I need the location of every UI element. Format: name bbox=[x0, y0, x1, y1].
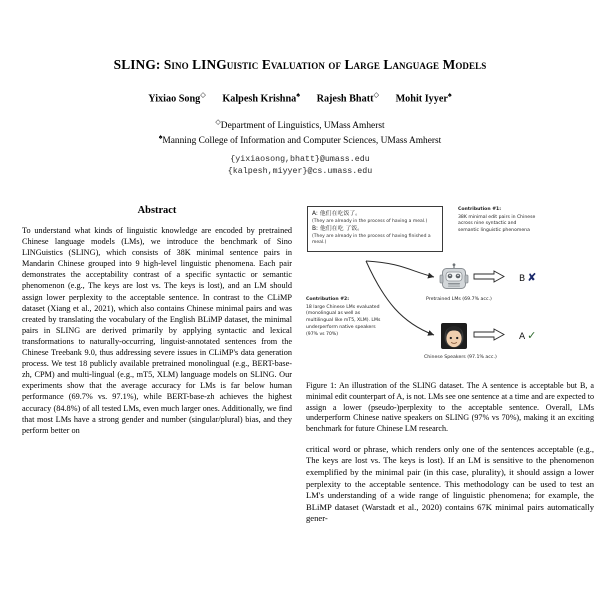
paper-title-text: SLING: Sino LINGuistic Evaluation of Large Language Models bbox=[113, 57, 487, 72]
figure-1 bbox=[306, 205, 594, 375]
contribution-1-title: Contribution #1: bbox=[458, 207, 502, 212]
affiliation bbox=[40, 118, 560, 133]
author-affiliation-symbol: ◇ bbox=[373, 91, 380, 100]
contribution-2-title: Contribution #2: bbox=[306, 297, 350, 302]
sentence-b-label: B: bbox=[312, 226, 319, 233]
affiliation-symbol: ◇ bbox=[215, 117, 221, 126]
figure-caption: Figure 1: An illustration of the SLING dataset. The A sentence is acceptable but B, a minimal edit counterpart of A, is not. LMs see one sentence at a time and are expected to assign a lower (pseudo-)perplexity to the acceptable sentence. Overall, LMs underperform Chinese native speakers on SLING (97% vs 70%), making it an exciting benchmark for future Chinese LM research. bbox=[306, 381, 594, 433]
cross-icon: ✘ bbox=[527, 271, 537, 284]
sentence-a-chinese bbox=[312, 210, 438, 219]
author bbox=[148, 90, 206, 104]
title-block bbox=[0, 0, 600, 178]
sentence-b-text: 他们在吃 了饭。 bbox=[319, 226, 364, 233]
right-column-body-text: critical word or phrase, which renders only one of the sentences acceptable (e.g., The keys are lost vs. The keys is lost). If an LM is sensitive to the phenomenon exemplified by the minimal pair (in this case, plurality), it should assign a lower perplexity to the acceptable sentence. This methodology can be used to test an LM's understanding of a wide range of linguistic phenomena; for example, the BLiMP dataset (Warstadt et al., 2020) contains 67K minimal pairs automatically gener- bbox=[306, 443, 594, 524]
sentence-a-gloss: (They are already in the process of having a meal.) bbox=[312, 218, 428, 224]
human-verdict bbox=[519, 329, 536, 342]
right-column bbox=[306, 205, 594, 525]
lm-verdict bbox=[519, 271, 536, 284]
author bbox=[317, 90, 379, 104]
email-line: {kalpesh,miyyer}@cs.umass.edu bbox=[227, 167, 373, 177]
abstract-text: To understand what kinds of linguistic knowledge are encoded by pretrained Chinese language models (LMs), we introduce the benchmark of Sino LINGuistics (SLING), which consists of 38K minimal sentence pairs in Mandarin Chinese grouped into 9 high-level linguistic phenomena. Each pair demonstrates the acceptability contrast of a specific syntactic or semantic phenomenon (e.g., The keys are lost vs. The keys is lost), and an LM should assign lower perplexity to the acceptable sentence. In contrast to the CLiMP dataset (Xiang et al., 2021), which also contains Chinese minimal pairs and was created by translating the vocabulary of the English BLiMP dataset, the minimal pairs in SLING are derived primarily by applying syntactic and lexical transformations to naturally-occurring, linguist-annotated sentences from the Chinese Treebank 9.0, thus addressing severe issues in CLiMP's data generation process. We test 18 publicly available pretrained monolingual (e.g., BERT-base-zh, CPM) and multi-lingual (e.g., mT5, XLM) language models on SLING. Our experiments show that the average accuracy for LMs is far below human performance (69.7% vs. 97.1%), while BERT-base-zh achieves the highest accuracy (84.8%) of all tested LMs, even much larger ones. Additionally, we find that most LMs have a strong gender and number (singular/plural) bias, and they perform better on bbox=[22, 226, 292, 435]
email-line: {yixiaosong,bhatt}@umass.edu bbox=[230, 155, 370, 164]
check-icon: ✓ bbox=[527, 329, 537, 342]
contribution-1-text: 38K minimal edit pairs in Chinese across nine syntactic and semantic linguistic phenomena bbox=[458, 214, 536, 234]
contribution-1-note bbox=[458, 207, 536, 235]
human-accuracy-caption: Chinese Speakers (97.1% acc.) bbox=[424, 355, 497, 360]
sentence-a-text: 他们在吃饭了。 bbox=[319, 211, 362, 217]
body-columns bbox=[0, 205, 600, 600]
author-list bbox=[40, 90, 560, 104]
affiliation bbox=[40, 133, 560, 148]
figure-canvas bbox=[306, 205, 594, 375]
author bbox=[222, 91, 300, 104]
contribution-2-text: 18 large Chinese LMs evaluated (monolingual as well as multilingual like mT5, XLM). LMs underperform native speakers (97% vs 70%) bbox=[306, 304, 381, 337]
sentence-a-label: A: bbox=[312, 211, 318, 217]
affiliation-text: Department of Linguistics, UMass Amherst bbox=[220, 120, 385, 131]
author-name: Kalpesh Krishna bbox=[222, 93, 297, 105]
author-affiliation-symbol: ♠ bbox=[296, 91, 301, 100]
affiliation-list bbox=[40, 118, 560, 148]
lm-verdict-letter: B bbox=[519, 274, 526, 284]
contribution-2-note bbox=[306, 297, 382, 338]
human-face-icon bbox=[439, 321, 469, 351]
human-verdict-letter: A bbox=[519, 332, 526, 342]
sentence-b-chinese bbox=[312, 225, 438, 234]
left-column bbox=[22, 205, 292, 436]
affiliation-symbol: ♠ bbox=[158, 132, 163, 141]
author-name: Rajesh Bhatt bbox=[316, 93, 374, 105]
sentence-b-gloss: (They are already in the process of having finished a meal.) bbox=[312, 234, 431, 246]
affiliation-text: Manning College of Information and Computer Sciences, UMass Amherst bbox=[162, 136, 442, 147]
robot-icon bbox=[439, 263, 469, 293]
abstract-heading: Abstract bbox=[137, 205, 177, 216]
author bbox=[396, 91, 452, 104]
page-title bbox=[40, 56, 560, 73]
author-name: Yixiao Song bbox=[148, 93, 201, 105]
minimal-pair-box bbox=[307, 206, 443, 252]
author-name: Mohit Iyyer bbox=[395, 93, 448, 105]
author-affiliation-symbol: ◇ bbox=[200, 91, 206, 100]
lm-accuracy-caption: Pretrained LMs (69.7% acc.) bbox=[426, 297, 492, 302]
author-affiliation-symbol: ♠ bbox=[447, 91, 452, 100]
email-block bbox=[40, 154, 560, 178]
